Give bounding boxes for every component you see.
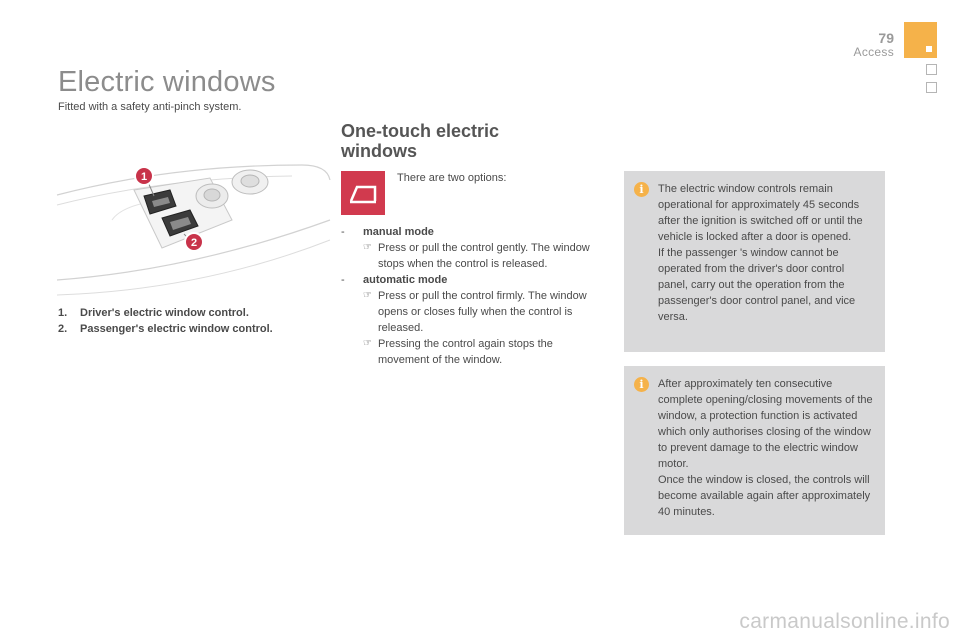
mode-step: ☞ Press or pull the control gently. The window stops when the control is released. [363,242,590,270]
pointing-hand-icon: ☞ [363,338,372,349]
info-box-timing [624,171,885,352]
svg-text:2: 2 [190,237,198,249]
svg-text:1: 1 [140,171,148,183]
tab-box-1 [926,64,937,75]
mode-step: ☞ Pressing the control again stops the movement of the window. [363,338,553,366]
info-icon: i [634,182,649,197]
mode-automatic: - automatic mode ☞ Press or pull the control firmly. The window opens or closes fully when the control is released. ☞ Pressing the control again stops the movement of the window. [341,272,601,368]
mode-name: automatic mode [363,274,448,286]
page-title: Electric windows [58,66,276,98]
info-paragraph: The electric window controls remain operational for approximately 45 seconds after the ignition is switched off or until the vehicle is locked after a door is opened. [658,183,863,243]
callout-2 [185,233,203,251]
window-controls-illustration [52,160,332,300]
mode-step: ☞ Press or pull the control firmly. The window opens or closes fully when the control is released. [363,290,587,334]
window-switch-icon [341,171,385,215]
page-number: 79 [878,30,894,46]
mode-name: manual mode [363,226,434,238]
intro-text: There are two options: [397,172,507,184]
section-name: Access [853,45,894,59]
page-subtitle: Fitted with a safety anti-pinch system. [58,101,242,113]
illustration-legend [58,305,273,337]
info-paragraph: If the passenger 's window cannot be operated from the driver's door control panel, carry out the operation from the passenger's door control panel, and vice versa. [658,247,856,323]
tab-dot [926,46,932,52]
mode-list [341,224,601,368]
mode-manual: - manual mode ☞ Press or pull the control gently. The window stops when the control is released. [341,224,601,272]
pointing-hand-icon: ☞ [363,242,372,253]
watermark: carmanualsonline.info [739,610,950,633]
info-paragraph: Once the window is closed, the controls will become available again after approximately 40 minutes. [658,474,871,518]
info-box-protection [624,366,885,535]
legend-item: 2. Passenger's electric window control. [58,323,273,335]
info-paragraph: After approximately ten consecutive complete opening/closing movements of the window, a protection function is activated which only authorises closing of the window to prevent damage to the electric window motor. [658,378,873,470]
legend-item: 1. Driver's electric window control. [58,307,249,319]
pointing-hand-icon: ☞ [363,290,372,301]
tab-box-2 [926,82,937,93]
callout-1 [135,167,153,185]
section-heading: One-touch electric windows [341,121,500,161]
info-icon: i [634,377,649,392]
section-tab-marker [904,22,937,58]
